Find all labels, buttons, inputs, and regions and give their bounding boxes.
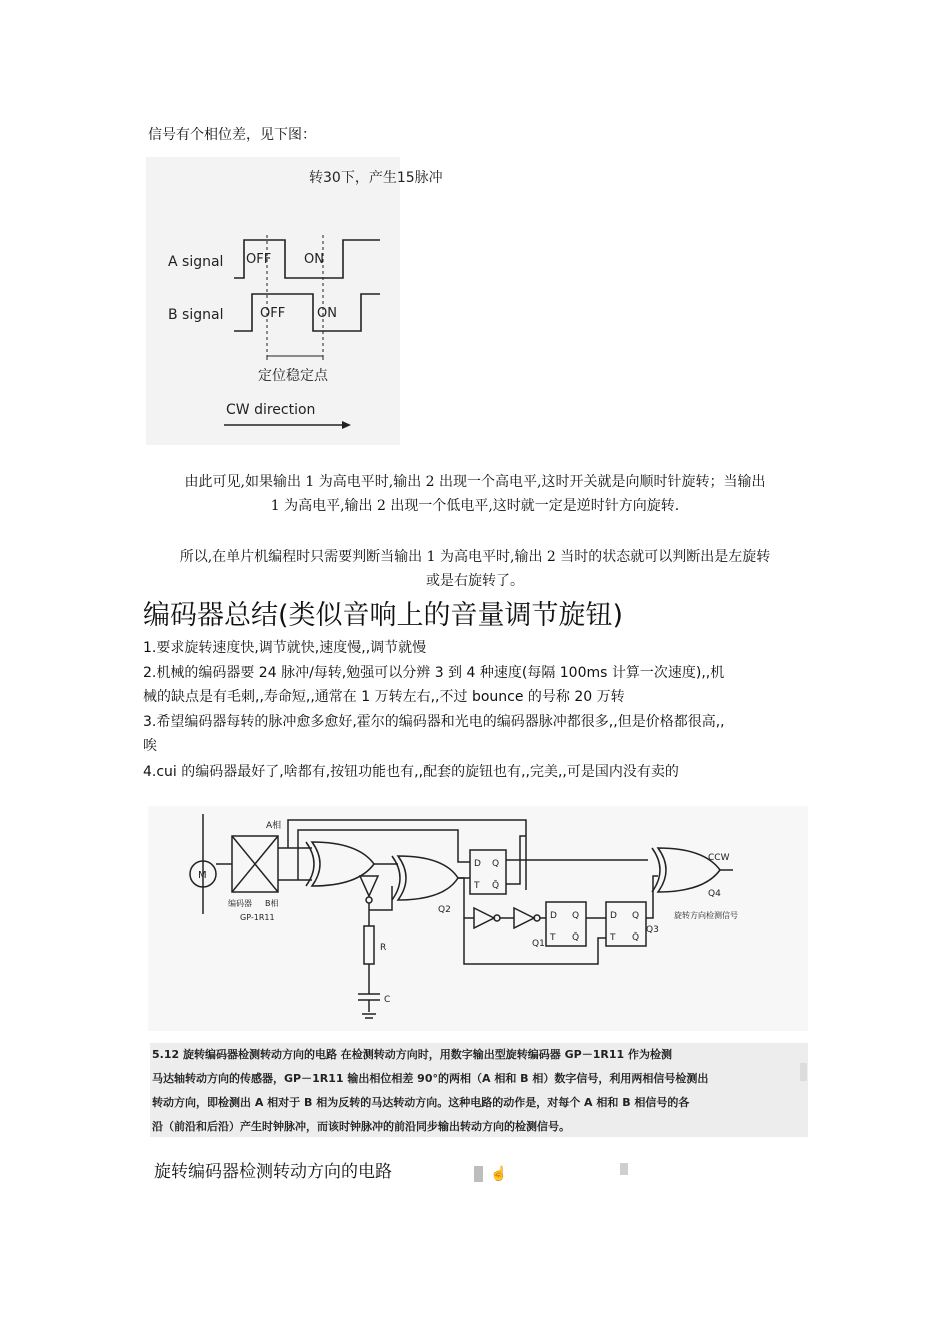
b-on-label: ON	[317, 306, 337, 321]
ff-mid-t: T	[550, 933, 556, 943]
q3-label: Q3	[646, 925, 659, 935]
ff-top-d: D	[474, 859, 481, 869]
ccw-label: CCW	[708, 853, 730, 863]
direction-label: CW direction	[226, 402, 316, 418]
ff-right-q: Q	[632, 911, 640, 921]
scan-artifact	[800, 1063, 807, 1081]
ff-top-qbar: Q̄	[492, 881, 500, 891]
paragraph-mcu	[140, 545, 810, 593]
caption-line-4: 沿（前沿和后沿）产生时钟脉冲，而该时钟脉冲的前沿同步输出转动方向的检测信号。	[152, 1120, 570, 1133]
buffer-1	[360, 876, 378, 896]
direction-detection-circuit-figure	[148, 806, 808, 1031]
encoder-label: 编码器	[228, 899, 252, 908]
xor-gate-2	[398, 856, 458, 900]
wire-d-top	[458, 856, 470, 862]
r-label: R	[380, 943, 387, 953]
paragraph2-line1: 所以,在单片机编程时只需要判断当输出 1 为高电平时,输出 2 当时的状态就可以判断出是左旋转	[179, 549, 771, 565]
bracket	[267, 356, 323, 360]
inverter-2	[514, 908, 534, 928]
a-signal-label: A signal	[168, 254, 224, 270]
list-item-1: 1.要求旋转速度快,调节就快,速度慢,,调节就慢	[143, 640, 427, 656]
motor-label: M	[198, 870, 207, 881]
list-item-3-line2: 唉	[143, 738, 157, 754]
hand-cursor-icon: ☝	[490, 1166, 508, 1182]
q2-label: Q2	[438, 905, 451, 915]
xor-gate-1	[312, 842, 374, 886]
ff-right-t: T	[610, 933, 616, 943]
figure-title: 旋转编码器检测转动方向的电路	[154, 1162, 392, 1182]
caption-line-1: 5.12 旋转编码器检测转动方向的电路 在检测转动方向时，用数字输出型旋转编码器 GP－1R11 作为检测	[152, 1048, 672, 1061]
figure1-title: 转30下，产生15脉冲	[309, 170, 443, 186]
b-signal-label: B signal	[168, 307, 224, 323]
ff-mid-q: Q	[572, 911, 580, 921]
stable-point-label: 定位稳定点	[258, 368, 328, 384]
a-phase-label: A相	[266, 821, 282, 831]
resistor	[364, 926, 374, 964]
xor-gate-2-back	[392, 856, 400, 900]
q1-label: Q1	[532, 939, 545, 949]
arrow-right-icon	[342, 421, 351, 429]
paragraph1-line2: 1 为高电平,输出 2 出现一个低电平,这时就一定是逆时针方向旋转.	[270, 498, 680, 514]
list-item-3	[143, 710, 823, 758]
paragraph-output-logic	[140, 470, 810, 518]
ff-mid-qbar: Q̄	[572, 933, 580, 943]
caption-line-2: 马达轴转动方向的传感器，GP－1R11 输出相位相差 90°的两相（A 相和 B 相）数字信号，利用两相信号检测出	[152, 1072, 709, 1085]
ff-right-qbar: Q̄	[632, 933, 640, 943]
a-off-label: OFF	[246, 252, 272, 267]
list-item-2-line1: 2.机械的编码器要 24 脉冲/每转,勉强可以分辨 3 到 4 种速度(每隔 100ms 计算一次速度),,机	[143, 665, 725, 681]
ff-mid-d: D	[550, 911, 557, 921]
section-heading: 编码器总结(类似音响上的音量调节旋钮)	[143, 600, 624, 631]
list-item-4: 4.cui 的编码器最好了,啥都有,按钮功能也有,,配套的旋钮也有,,完美,,可是国内没有卖的	[143, 764, 679, 780]
ff-top-q: Q	[492, 859, 500, 869]
wire-to-inverters	[458, 878, 474, 918]
a-on-label: ON	[304, 252, 324, 267]
intro-text: 信号有个相位差，见下图：	[148, 127, 316, 143]
wire-q3-to-xor	[646, 876, 658, 918]
inverter-1	[474, 908, 494, 928]
b-signal-wave	[234, 294, 380, 331]
paragraph1-line1: 由此可见,如果输出 1 为高电平时,输出 2 出现一个高电平,这时开关就是向顺时针旋转；当输出	[184, 474, 766, 490]
wire-top-loop-2	[298, 830, 458, 880]
scan-mark	[474, 1166, 483, 1182]
caption-line-3: 转动方向，即检测出 A 相对于 B 相为反转的马达转动方向。这种电路的动作是，对每个 A 相和 B 相信号的各	[152, 1096, 690, 1109]
ff-right-d: D	[610, 911, 617, 921]
b-phase-label: B相	[265, 899, 279, 908]
c-label: C	[384, 995, 391, 1005]
q4-label: Q4	[708, 889, 721, 899]
list-item-2	[143, 661, 823, 709]
scan-mark-2	[620, 1163, 628, 1175]
paragraph2-line2: 或是右旋转了。	[426, 573, 524, 589]
encoder-model-label: GP-1R11	[240, 913, 275, 922]
b-off-label: OFF	[260, 306, 286, 321]
ff-top-t: T	[474, 881, 480, 891]
output-signal-label: 旋转方向检测信号	[674, 911, 738, 920]
quadrature-waveform-figure	[146, 157, 443, 445]
list-item-3-line1: 3.希望编码器每转的脉冲愈多愈好,霍尔的编码器和光电的编码器脉冲都很多,,但是价格都很高,,	[143, 714, 725, 730]
list-item-2-line2: 械的缺点是有毛刺,,寿命短,,通常在 1 万转左右,,不过 bounce 的号称 20 万转	[143, 689, 625, 705]
buffer-1-bubble	[366, 897, 372, 903]
